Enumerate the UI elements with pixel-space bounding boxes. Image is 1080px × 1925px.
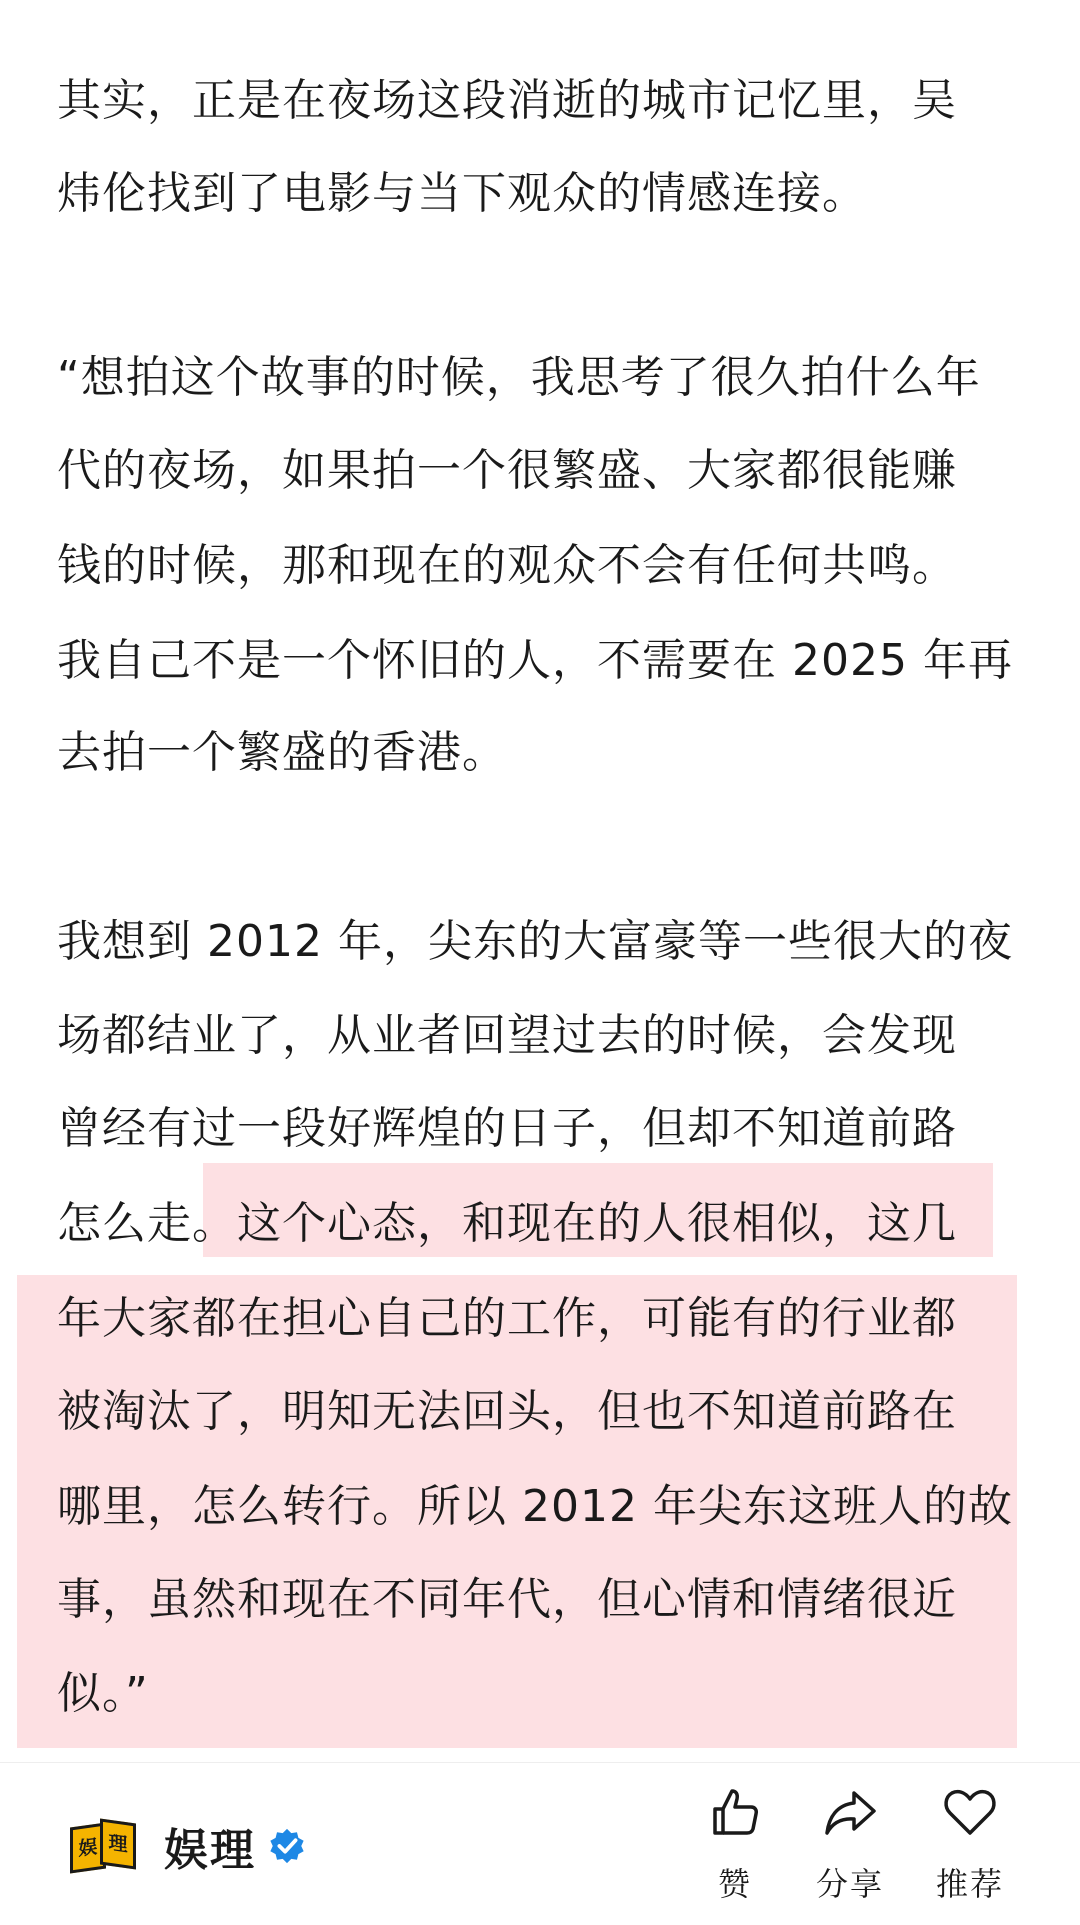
author-info[interactable] [70, 1811, 306, 1881]
highlighted-text: 。这个心态，和现在的人很相似，这几 [192, 1198, 957, 1249]
highlighted-line: 年大家都在担心自己的工作，可能有的行业都 [57, 1293, 957, 1344]
text-line: 我想到 2012 年，尖东的大富豪等一些很大的夜 [57, 916, 1013, 967]
verified-badge-icon [268, 1827, 306, 1865]
heart-icon [942, 1785, 998, 1841]
highlighted-line: 似。” [57, 1668, 149, 1719]
text-line: 我自己不是一个怀旧的人，不需要在 2025 年再 [57, 635, 1013, 686]
like-button[interactable] [685, 1785, 785, 1915]
highlighted-line: 哪里，怎么转行。所以 2012 年尖东这班人的故 [57, 1481, 1013, 1532]
avatar-char: 娱 [70, 1822, 106, 1873]
thumbs-up-icon [707, 1785, 763, 1841]
avatar[interactable] [70, 1815, 132, 1877]
like-label: 赞 [717, 1865, 752, 1903]
text-plain: 怎么走 [57, 1198, 192, 1249]
text-line [57, 1193, 957, 1255]
text-line: 其实，正是在夜场这段消逝的城市记忆里，吴 [57, 75, 957, 126]
text-line: 钱的时候，那和现在的观众不会有任何共鸣。 [57, 540, 957, 591]
text-line: 去拍一个繁盛的香港。 [57, 727, 507, 778]
author-name[interactable]: 娱理 [164, 1825, 256, 1876]
text-line: 炜伦找到了电影与当下观众的情感连接。 [57, 168, 867, 219]
recommend-label: 推荐 [935, 1865, 1004, 1903]
text-line: 曾经有过一段好辉煌的日子，但却不知道前路 [57, 1103, 957, 1154]
text-line: 代的夜场，如果拍一个很繁盛、大家都很能赚 [57, 445, 957, 496]
highlighted-line: 事，虽然和现在不同年代，但心情和情绪很近 [57, 1574, 957, 1625]
avatar-char: 理 [100, 1818, 136, 1869]
text-line: 场都结业了，从业者回望过去的时候，会发现 [57, 1010, 957, 1061]
share-button[interactable] [800, 1785, 900, 1915]
highlighted-line: 被淘汰了，明知无法回头，但也不知道前路在 [57, 1386, 957, 1437]
text-line: “想拍这个故事的时候，我思考了很久拍什么年 [57, 352, 981, 403]
share-arrow-icon [822, 1785, 878, 1841]
recommend-button[interactable] [920, 1785, 1020, 1915]
bottom-action-bar [0, 1762, 1080, 1925]
share-label: 分享 [815, 1865, 884, 1903]
